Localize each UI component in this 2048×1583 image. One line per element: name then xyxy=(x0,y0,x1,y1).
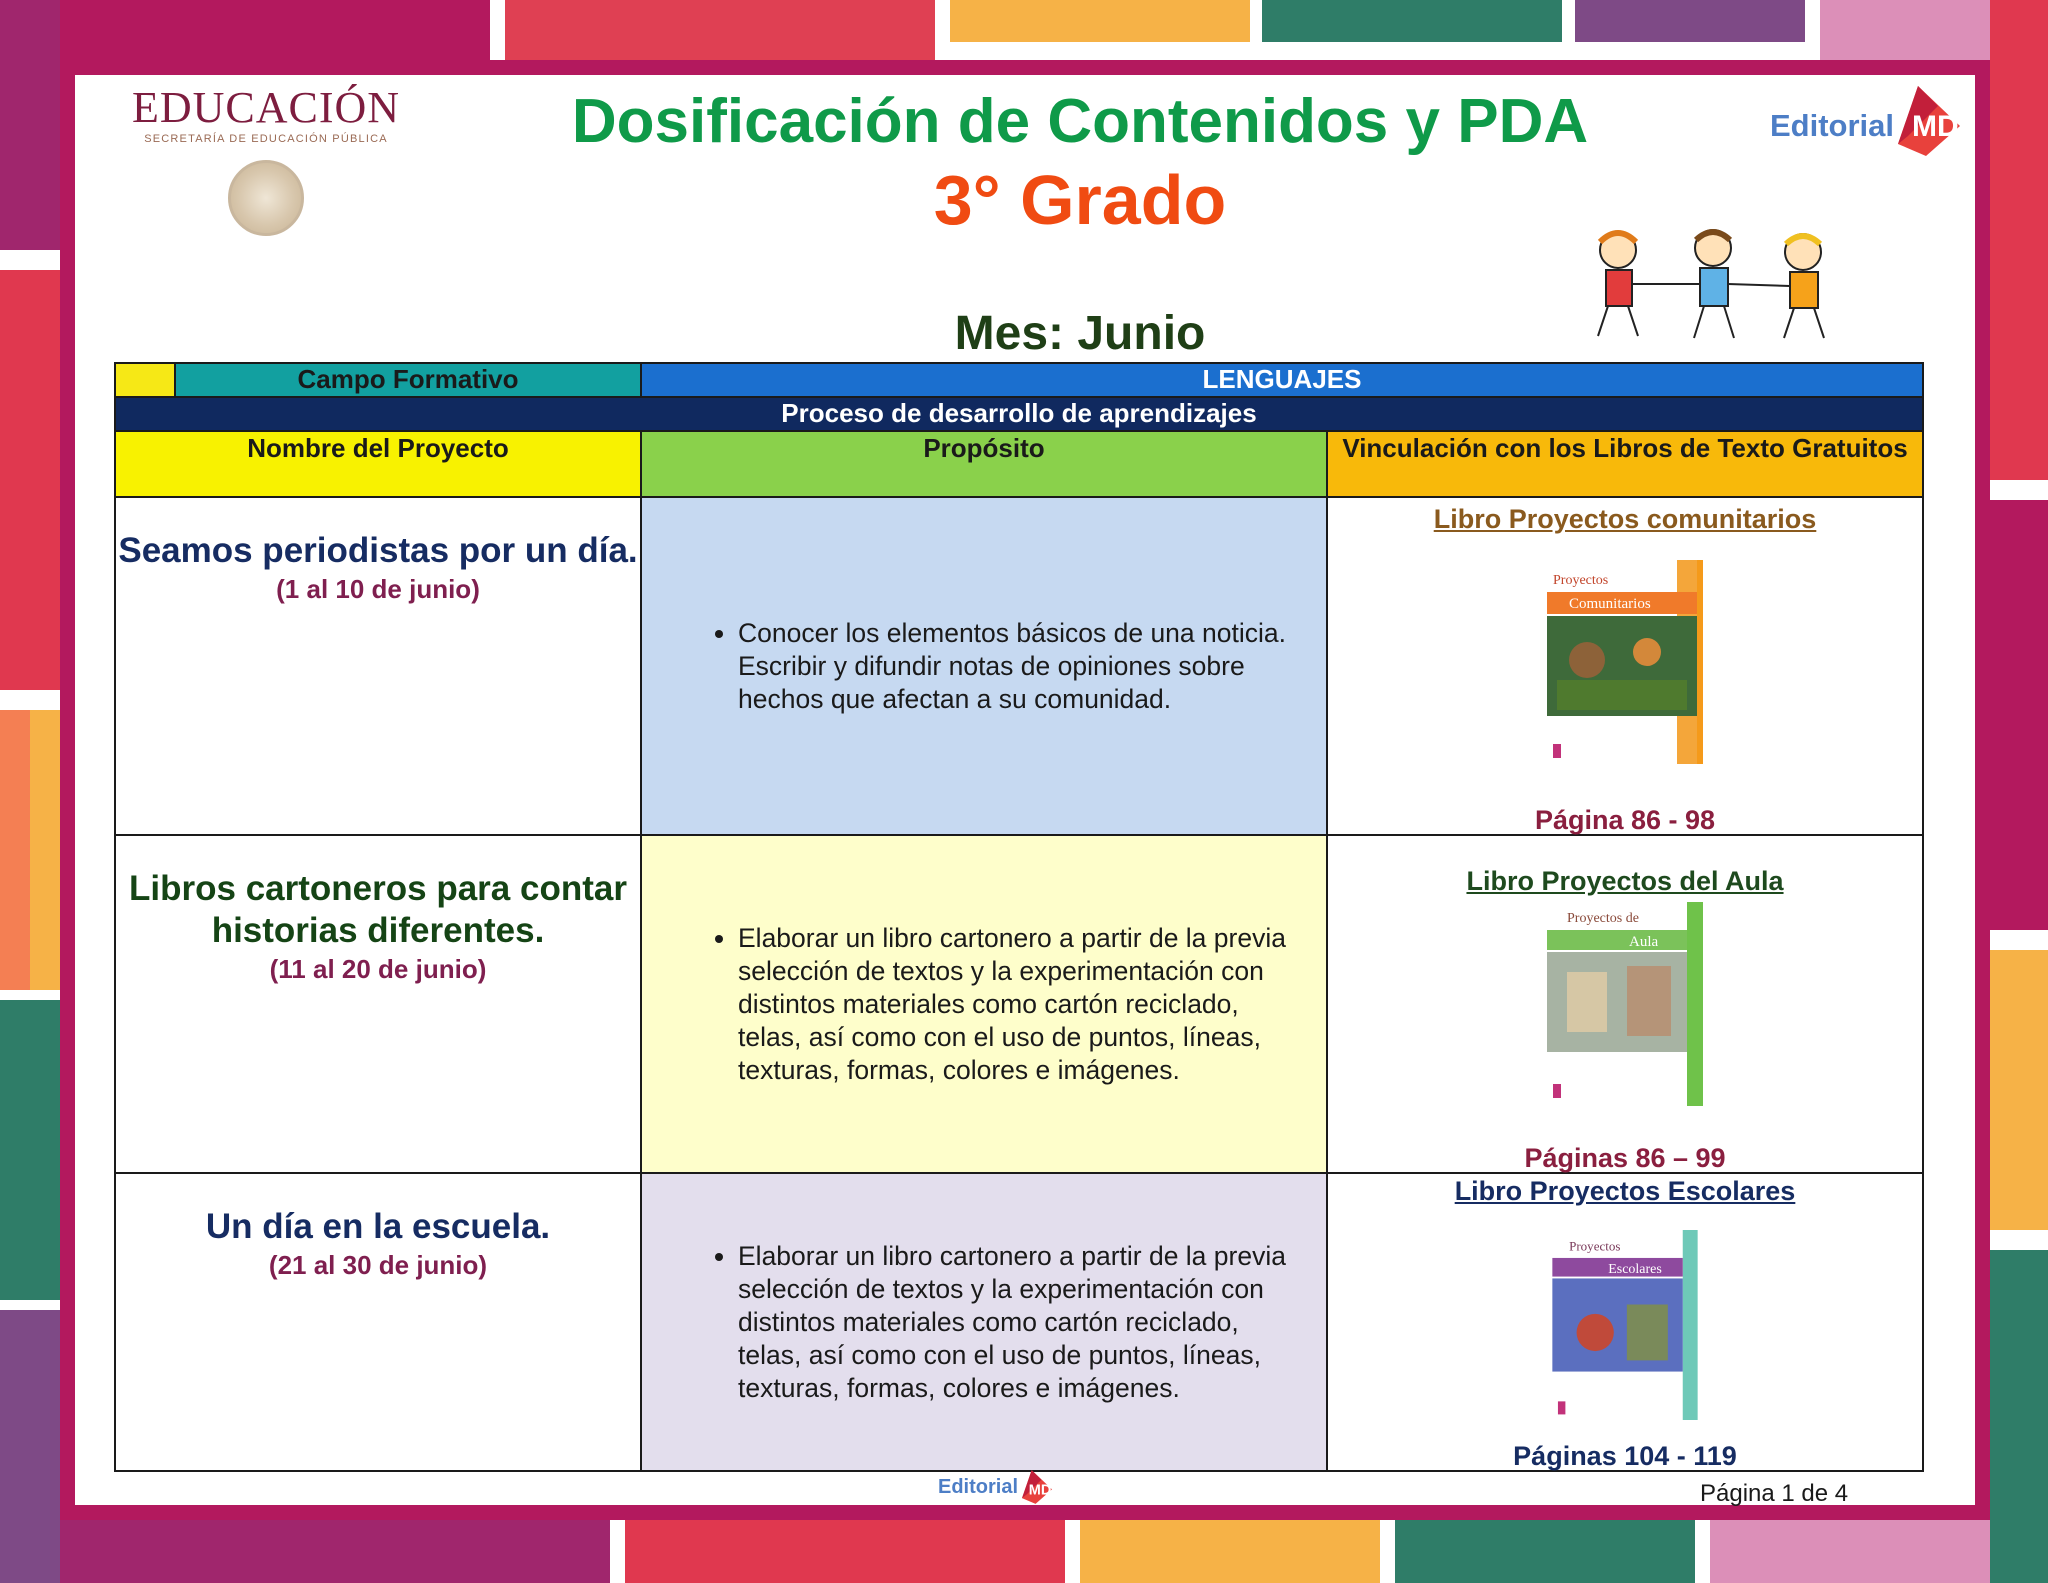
bg-block xyxy=(1990,500,2048,930)
bg-block xyxy=(1990,1250,2048,1583)
purpose-text: • Elaborar un libro cartonero a partir de la previa selección de textos y la experimentación con distintos materiales como cartón reciclado, telas, así como con el uso de puntos, líneas, texturas, formas, colores e imágenes. xyxy=(738,922,1306,1087)
process-label: Proceso de desarrollo de aprendizajes xyxy=(115,397,1923,431)
purpose-text: • Conocer los elementos básicos de una noticia. Escribir y difundir notas de opiniones sobre hechos que afectan a su comunidad. xyxy=(738,617,1306,716)
col-purpose-header: Propósito xyxy=(641,431,1327,497)
page-title: Dosificación de Contenidos y PDA xyxy=(571,87,1589,156)
purpose-cell xyxy=(641,1173,1327,1471)
md-badge-icon xyxy=(1898,86,1960,156)
bg-block xyxy=(0,1310,60,1583)
bg-block xyxy=(0,270,60,690)
book-cell xyxy=(1327,497,1923,835)
education-logo xyxy=(126,82,406,145)
bg-block xyxy=(1080,1520,1380,1583)
cover-line1: Proyectos xyxy=(1553,573,1609,588)
bg-block xyxy=(505,0,935,60)
footer-logo xyxy=(938,1470,1058,1504)
footer-logo-text: Editorial xyxy=(938,1476,1019,1498)
campo-color-cell xyxy=(115,363,175,397)
bg-block xyxy=(1990,950,2048,1230)
book-cover-icon xyxy=(1547,1230,1703,1420)
project-dates: (11 al 20 de junio) xyxy=(269,954,487,984)
plan-table xyxy=(114,362,1924,1472)
project-dates: (21 al 30 de junio) xyxy=(268,1250,488,1280)
purpose-text: • Elaborar un libro cartonero a partir de la previa selección de textos y la experimentación con distintos materiales como cartón reciclado, telas, así como con el uso de puntos, líneas, texturas, formas, colores e imágenes. xyxy=(738,1240,1306,1405)
project-dates: (1 al 10 de junio) xyxy=(276,574,480,604)
bg-block xyxy=(1575,0,1805,42)
process-row xyxy=(115,397,1923,431)
table-row xyxy=(115,835,1923,1173)
project-name: Libros cartoneros para contar historias diferentes. xyxy=(129,869,627,950)
md-badge-icon xyxy=(1022,1470,1052,1504)
cover-line1: Proyectos xyxy=(1569,1238,1621,1254)
children-illustration-icon xyxy=(1578,228,1848,346)
bg-block xyxy=(1262,0,1562,42)
grade-title: 3° Grado xyxy=(933,161,1227,239)
purpose-cell xyxy=(641,835,1327,1173)
campo-label: Campo Formativo xyxy=(175,363,641,397)
project-name: Un día en la escuela. xyxy=(205,1207,551,1246)
bg-block xyxy=(0,0,490,60)
bg-block xyxy=(0,710,30,990)
project-cell xyxy=(115,497,641,835)
book-cover-icon xyxy=(1547,560,1703,764)
book-cell xyxy=(1327,1173,1923,1471)
purpose-cell xyxy=(641,497,1327,835)
book-link[interactable]: Libro Proyectos del Aula xyxy=(1466,866,1784,896)
column-header-row xyxy=(115,431,1923,497)
editorial-md-logo xyxy=(1770,86,1960,156)
cover-line2: Comunitarios xyxy=(1569,596,1651,612)
table-row xyxy=(115,1173,1923,1471)
svg-text:MD: MD xyxy=(1912,110,1959,143)
bg-block xyxy=(625,1520,1065,1583)
month-title: Mes: Junio xyxy=(954,307,1206,360)
book-cover-icon xyxy=(1547,902,1703,1106)
project-name: Seamos periodistas por un día. xyxy=(118,531,638,570)
project-cell xyxy=(115,1173,641,1471)
book-cell xyxy=(1327,835,1923,1173)
bg-block xyxy=(1710,1520,1990,1583)
book-link[interactable]: Libro Proyectos comunitarios xyxy=(1433,504,1817,534)
book-pages: Páginas 86 – 99 xyxy=(1524,1143,1726,1173)
col-project-header: Nombre del Proyecto xyxy=(115,431,641,497)
table-row xyxy=(115,497,1923,835)
cover-line2: Aula xyxy=(1629,934,1659,950)
page-number: Página 1 de 4 xyxy=(1700,1480,1849,1507)
project-cell xyxy=(115,835,641,1173)
cover-line2: Escolares xyxy=(1608,1261,1662,1277)
cover-line1: Proyectos de xyxy=(1567,911,1639,926)
svg-text:MD: MD xyxy=(1028,1482,1052,1499)
campo-value: LENGUAJES xyxy=(641,363,1923,397)
campo-row xyxy=(115,363,1923,397)
national-seal-icon xyxy=(228,160,304,236)
bg-block xyxy=(950,0,1250,42)
col-books-header: Vinculación con los Libros de Texto Gratuitos xyxy=(1327,431,1923,497)
bg-block xyxy=(30,710,60,990)
bg-block xyxy=(0,1000,60,1300)
editorial-md-logo-text: Editorial xyxy=(1770,108,1895,143)
book-pages: Página 86 - 98 xyxy=(1534,805,1716,835)
education-logo-word: EDUCACIÓN xyxy=(131,83,401,132)
bg-block xyxy=(1395,1520,1695,1583)
education-logo-sub: SECRETARÍA DE EDUCACIÓN PÚBLICA xyxy=(144,133,388,145)
bg-block xyxy=(60,1520,610,1583)
bg-block xyxy=(1990,0,2048,480)
book-pages: Páginas 104 - 119 xyxy=(1513,1441,1737,1471)
book-link[interactable]: Libro Proyectos Escolares xyxy=(1454,1176,1796,1206)
bg-block xyxy=(0,0,60,250)
